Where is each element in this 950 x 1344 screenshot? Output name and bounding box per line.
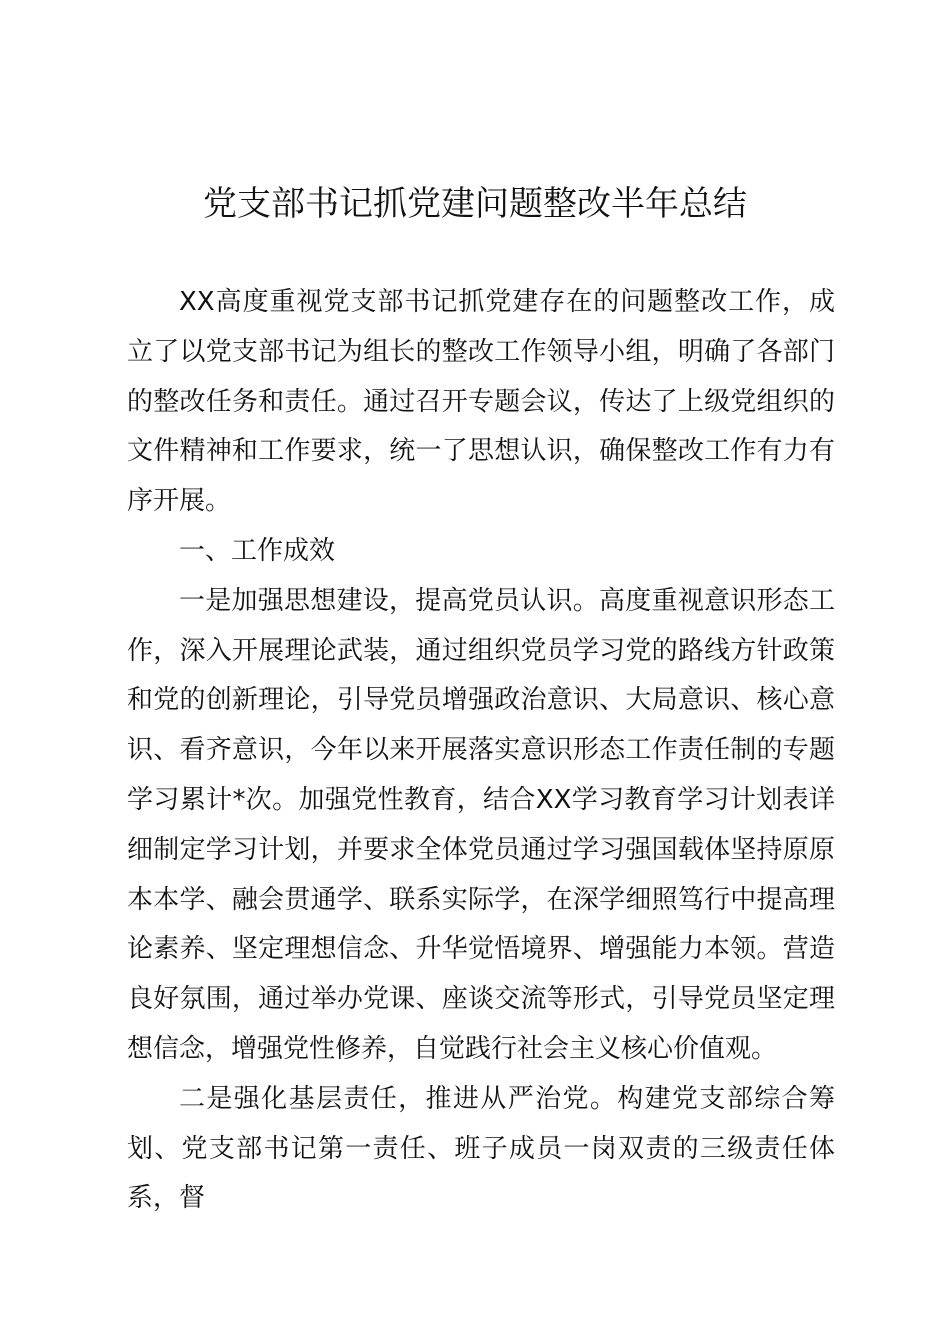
section-heading-work-results: 一、工作成效 [179, 535, 336, 566]
intro-paragraph: XX高度重视党支部书记抓党建存在的问题整改工作，成立了以党支部书记为组长的整改工作领导小组，明确了各部门的整改任务和责任。通过召开专题会议，传达了上级党组织的文件精神和工作要求，统一了思想认识，确保整改工作有力有序开展。 [127, 287, 835, 517]
paragraph-ideological-building: 一是加强思想建设，提高党员认识。高度重视意识形态工作，深入开展理论武装，通过组织党员学习党的路线方针政策和党的创新理论，引导党员增强政治意识、大局意识、核心意识、看齐意识，今年以来开展落实意识形态工作责任制的专题学习累计*次。加强党性教育，结合XX学习教育学习计划表详细制定学习计划，并要求全体党员通过学习强国载体坚持原原本本学、融会贯通学、联系实际学，在深学细照笃行中提高理论素养、坚定理想信念、升华觉悟境界、增强能力本领。营造良好氛围，通过举办党课、座谈交流等形式，引导党员坚定理想信念，增强党性修养，自觉践行社会主义核心价值观。 [127, 585, 835, 1064]
document-body [127, 278, 835, 1224]
document-title: 党支部书记抓党建问题整改半年总结 [203, 184, 747, 224]
paragraph-grassroots-responsibility: 二是强化基层责任，推进从严治党。构建党支部综合筹划、党支部书记第一责任、班子成员一岗双责的三级责任体系，督 [127, 1083, 835, 1214]
